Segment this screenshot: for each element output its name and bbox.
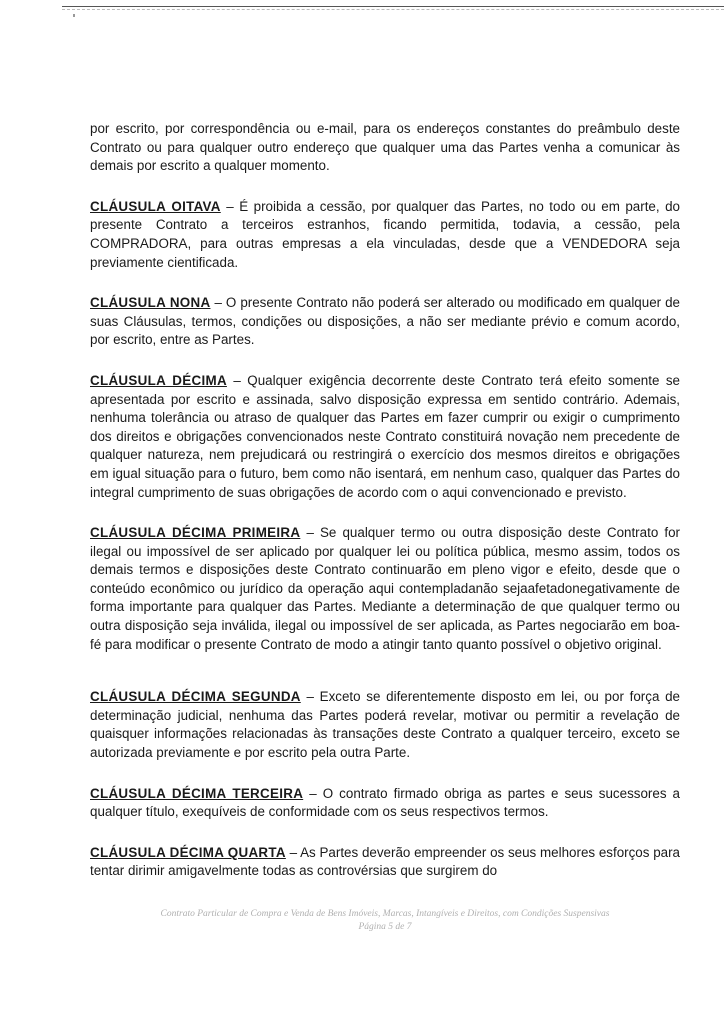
scan-top-rule-faint bbox=[62, 9, 724, 10]
scan-top-rule bbox=[62, 6, 724, 7]
paragraph-continuation bbox=[90, 120, 680, 176]
clause-separator: – bbox=[220, 198, 240, 214]
clause-separator: – bbox=[300, 689, 320, 705]
clause-decima-quarta bbox=[90, 844, 680, 882]
clause-separator: – bbox=[303, 785, 323, 801]
clause-decima bbox=[90, 372, 680, 502]
clause-text: Qualquer exigência decorrente deste Contrato terá efeito somente se apresentada por escrito e assinada, salvo disposição expressa em sentido contrário. Ademais, nenhuma tolerância ou atraso de qualquer das Partes em fazer cumprir ou exigir o cumprimento dos direitos e obrigações convencionados neste Contrato constituirá novação nem precedente de qualquer natureza, nem prejudicará ou restringirá o exercício dos mesmos direitos e obrigações em igual situação para o futuro, bem como não isentará, em nenhum caso, qualquer das Partes do integral cumprimento de suas obrigações de acordo com o aqui convencionado e previsto. bbox=[90, 372, 681, 500]
clause-heading: CLÁUSULA DÉCIMA TERCEIRA bbox=[90, 785, 304, 801]
page-footer bbox=[90, 908, 680, 934]
paragraph-text: por escrito, por correspondência ou e-mail, para os endereços constantes do preâmbulo deste Contrato ou para qualquer outro endereço que qualquer uma das Partes venha a comunicar às demais por escrito a qualquer momento. bbox=[90, 121, 680, 174]
clause-heading: CLÁUSULA DÉCIMA SEGUNDA bbox=[90, 689, 301, 705]
clause-separator: – bbox=[285, 844, 301, 860]
clause-heading: CLÁUSULA DÉCIMA PRIMEIRA bbox=[90, 525, 301, 541]
clause-separator: – bbox=[226, 372, 248, 388]
clause-decima-primeira bbox=[90, 524, 680, 654]
clause-separator: – bbox=[210, 295, 226, 311]
clause-decima-segunda bbox=[90, 688, 680, 762]
clause-text: O contrato firmado obriga as partes e seus sucessores a qualquer título, exequíveis de conformidade com os seus respectivos termos. bbox=[90, 785, 680, 820]
clause-text: O presente Contrato não poderá ser alterado ou modificado em qualquer de suas Cláusulas, termos, condições ou disposições, a não ser mediante prévio e comum acordo, por escrito, entre as Partes. bbox=[90, 295, 680, 348]
clause-separator: – bbox=[300, 525, 320, 541]
footer-page-number: Página 5 de 7 bbox=[358, 922, 412, 932]
clause-decima-terceira bbox=[90, 785, 680, 822]
clause-text: É proibida a cessão, por qualquer das Partes, no todo ou em parte, do presente Contrato a terceiros estranhos, ficando permitida, todavia, a cessão, pela COMPRADORA, para outras empresas a ela vinculadas, desde que a VENDEDORA seja previamente cientificada. bbox=[90, 198, 680, 270]
clause-heading: CLÁUSULA DÉCIMA bbox=[90, 372, 227, 388]
document-page bbox=[90, 120, 680, 882]
clause-heading: CLÁUSULA DÉCIMA QUARTA bbox=[90, 844, 286, 860]
clause-text: Exceto se diferentemente disposto em lei, ou por força de determinação judicial, nenhuma das Partes poderá revelar, motivar ou permitir a revelação de quaisquer informações relacionadas às transações deste Contrato a qualquer terceiro, exceto se autorizada previamente e por escrito pela outra Parte. bbox=[90, 689, 681, 761]
clause-text: As Partes deverão empreender os seus melhores esforços para tentar dirimir amigavelmente todas as controvérsias que surgirem do bbox=[90, 844, 680, 879]
clause-nona bbox=[90, 294, 680, 350]
footer-document-title: Contrato Particular de Compra e Venda de Bens Imóveis, Marcas, Intangíveis e Direitos, com Condições Suspensivas bbox=[160, 909, 610, 919]
clause-heading: CLÁUSULA OITAVA bbox=[90, 198, 221, 214]
clause-text: Se qualquer termo ou outra disposição deste Contrato for ilegal ou impossível de ser aplicado por qualquer lei ou política pública, mesmo assim, todos os demais termos e disposições deste Contrato continuarão em pleno vigor e efeito, desde que o conteúdo econômico ou jurídico da operação aqui contempladanão sejaafetadonegativamente de forma importante para qualquer das Partes. Mediante a determinação de que qualquer termo ou outra disposição seja inválida, ilegal ou impossível de ser aplicada, as Partes negociarão em boa-fé para modificar o presente Contrato de modo a atingir tanto quanto possível o objetivo original. bbox=[90, 525, 680, 652]
scan-speck bbox=[73, 14, 75, 17]
clause-heading: CLÁUSULA NONA bbox=[90, 295, 211, 311]
clause-oitava bbox=[90, 198, 680, 272]
